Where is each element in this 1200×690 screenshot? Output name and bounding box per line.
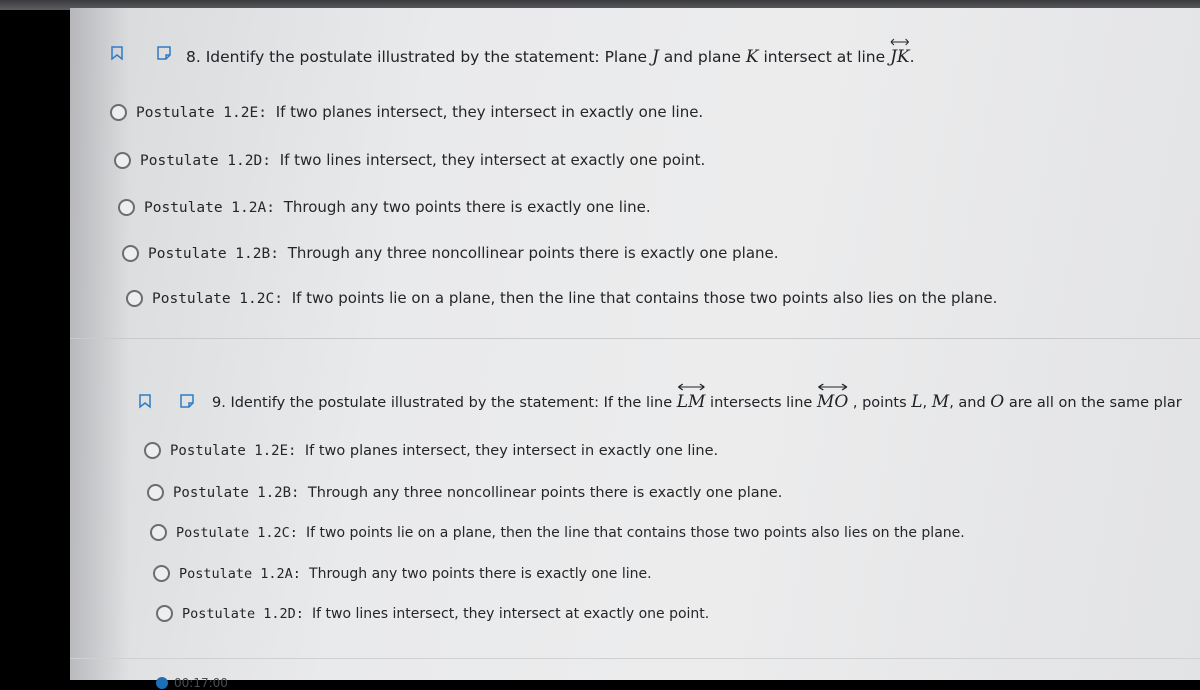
line-mo [817,392,848,412]
question-9-text-start: Identify the postulate illustrated by the statement: If the line [230,395,677,411]
option-prefix: Postulate 1.2C: [176,524,307,541]
variable-m: M [931,392,950,412]
double-arrow-icon [817,383,848,391]
option-prefix: Postulate 1.2C: [152,291,292,307]
question-9-text-points: , points [848,395,912,411]
option-text: Through any two points there is exactly one line. [283,198,651,216]
option-prefix: Postulate 1.2A: [179,565,310,582]
option-text: If two lines intersect, they intersect at exactly one point. [279,151,706,169]
question-8-number: 8. [186,48,201,66]
variable-j: J [652,47,659,67]
comma: , [922,395,932,411]
question-9-number: 9. [212,395,226,411]
q8-option-3-label [144,198,651,216]
question-divider-bottom [70,658,1200,659]
line-mo-label: MO [816,392,849,412]
radio-button[interactable] [122,245,139,262]
option-text: If two points lie on a plane, then the line that contains those two points also lies on the plane. [306,524,965,541]
q9-option-2[interactable] [147,484,782,501]
quiz-screen [70,8,1200,690]
question-8-text-start: Identify the postulate illustrated by the statement: Plane [205,48,653,66]
radio-button[interactable] [110,104,127,121]
option-prefix: Postulate 1.2D: [140,153,280,169]
radio-button[interactable] [156,605,173,622]
q9-option-2-label [173,485,782,501]
q8-option-4[interactable] [122,244,779,262]
q8-option-2-label [140,151,705,169]
question-9-text-tail: are all on the same plar [1004,395,1182,411]
option-text: If two planes intersect, they intersect in exactly one line. [304,442,719,459]
line-jk [890,47,910,67]
q8-option-3[interactable] [118,198,651,216]
variable-l: L [911,392,923,412]
question-8-period: . [909,48,915,66]
option-text: If two lines intersect, they intersect at exactly one point. [312,605,710,622]
q9-option-5-label [182,606,709,622]
question-9-text-intersects: intersects line [705,395,817,411]
option-text: Through any three noncollinear points there is exactly one plane. [287,244,779,262]
option-text: If two points lie on a plane, then the line that contains those two points also lies on the plane. [291,289,998,307]
question-8-prompt [186,47,915,67]
variable-o: O [990,392,1005,412]
timer-text: 00:17:00 [174,676,228,690]
q8-option-5[interactable] [126,289,997,307]
line-lm-label: LM [676,392,706,412]
note-icon[interactable] [157,46,171,60]
option-prefix: Postulate 1.2B: [173,484,308,501]
variable-k: K [745,47,759,67]
option-text: If two planes intersect, they intersect in exactly one line. [275,103,704,121]
question-divider [70,338,1200,339]
radio-button[interactable] [150,524,167,541]
radio-button[interactable] [126,290,143,307]
radio-button[interactable] [147,484,164,501]
q9-option-5[interactable] [156,605,709,622]
q8-option-1[interactable] [110,103,703,121]
timer [156,676,228,690]
option-text: Through any three noncollinear points there is exactly one plane. [307,484,783,501]
question-8-text-and: and plane [658,48,746,66]
q8-option-2[interactable] [114,151,705,169]
q8-option-4-label [148,244,779,262]
q9-option-4[interactable] [153,565,652,582]
q9-option-4-label [179,566,652,582]
line-jk-label: JK [890,47,910,67]
radio-button[interactable] [153,565,170,582]
q9-option-3[interactable] [150,524,965,541]
option-prefix: Postulate 1.2E: [170,442,305,459]
bookmark-icon[interactable] [110,46,124,60]
question-8-text-intersect: intersect at line [758,48,891,66]
radio-button[interactable] [144,442,161,459]
bookmark-icon[interactable] [138,394,152,408]
radio-button[interactable] [114,152,131,169]
q9-option-3-label [176,525,965,541]
note-icon[interactable] [180,394,194,408]
q9-option-1[interactable] [144,442,718,459]
option-prefix: Postulate 1.2B: [148,246,288,262]
option-prefix: Postulate 1.2D: [182,605,313,622]
clock-icon [156,677,168,689]
line-lm [677,392,706,412]
q8-option-5-label [152,289,997,307]
comma-and: , and [949,395,991,411]
q9-option-1-label [170,443,718,459]
double-arrow-icon [890,38,910,46]
option-text: Through any two points there is exactly one line. [309,565,652,582]
q8-option-1-label [136,103,703,121]
double-arrow-icon [677,383,706,391]
option-prefix: Postulate 1.2A: [144,200,284,216]
option-prefix: Postulate 1.2E: [136,105,276,121]
question-9-prompt [212,392,1182,412]
radio-button[interactable] [118,199,135,216]
